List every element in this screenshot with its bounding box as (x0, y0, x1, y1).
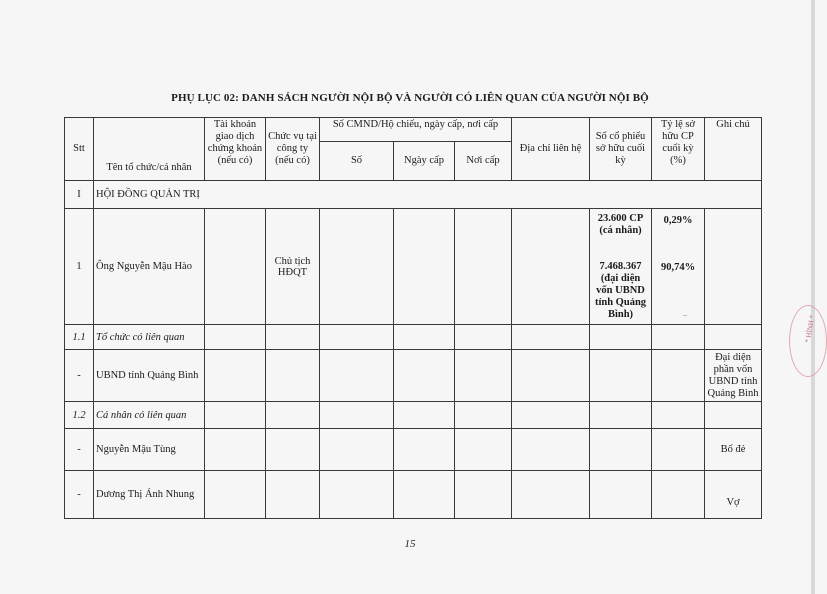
empty-cell (320, 350, 394, 402)
header-address: Địa chỉ liên hệ (512, 118, 590, 181)
empty-cell (652, 402, 705, 429)
header-note: Ghi chú (705, 118, 762, 181)
empty-cell (455, 350, 512, 402)
person-row (65, 429, 762, 471)
header-issue-place: Nơi cấp (455, 142, 512, 181)
empty-cell (205, 325, 266, 350)
header-stt: Stt (65, 118, 94, 181)
empty-cell (455, 471, 512, 519)
person-note: Vợ (705, 471, 762, 519)
subsection-label: Tổ chức có liên quan (94, 325, 205, 350)
person-stt: - (65, 471, 94, 519)
empty-cell (394, 471, 455, 519)
empty-cell (705, 402, 762, 429)
empty-cell (455, 325, 512, 350)
subsection-stt: 1.1 (65, 325, 94, 350)
page-edge-shadow (811, 0, 815, 594)
shares-personal: 23.600 CP (cá nhân) (597, 212, 644, 236)
empty-cell (512, 325, 590, 350)
empty-cell (266, 402, 320, 429)
empty-cell (266, 429, 320, 471)
member-issue-date (394, 209, 455, 325)
empty-cell (394, 350, 455, 402)
empty-cell (512, 471, 590, 519)
empty-cell (590, 429, 652, 471)
section-label: HỘI ĐỒNG QUẢN TRỊ (94, 181, 762, 209)
empty-cell (512, 402, 590, 429)
empty-cell (320, 471, 394, 519)
header-account: Tài khoản giao dịch chứng khoán (nếu có) (205, 118, 266, 181)
dash-mark: – (683, 310, 687, 319)
ratio-personal: 0,29% (663, 214, 693, 226)
empty-cell (205, 471, 266, 519)
header-id-group: Số CMND/Hộ chiếu, ngày cấp, nơi cấp (320, 118, 512, 142)
seal-stamp-text: * HÌNH * (803, 314, 817, 344)
empty-cell (652, 350, 705, 402)
subsection-label: Cá nhân có liên quan (94, 402, 205, 429)
page-title: PHỤ LỤC 02: DANH SÁCH NGƯỜI NỘI BỘ VÀ NGƯỜI CÓ LIÊN QUAN CỦA NGƯỜI NỘI BỘ (171, 92, 649, 104)
page-number: 15 (404, 538, 416, 550)
member-stt: 1 (65, 209, 94, 325)
empty-cell (590, 471, 652, 519)
shares-representative: 7.468.367 (đại diện vốn UBND tỉnh Quảng Bình) (594, 260, 647, 320)
header-position: Chức vụ tại công ty (nếu có) (266, 118, 320, 181)
empty-cell (394, 429, 455, 471)
member-note (705, 209, 762, 325)
member-ratio (652, 209, 705, 325)
empty-cell (394, 325, 455, 350)
empty-cell (455, 402, 512, 429)
member-shares (590, 209, 652, 325)
header-row-1 (65, 118, 762, 142)
empty-cell (320, 325, 394, 350)
empty-cell (705, 325, 762, 350)
empty-cell (652, 471, 705, 519)
header-ratio: Tỷ lệ sở hữu CP cuối kỳ (%) (652, 118, 705, 181)
subsection-stt: 1.2 (65, 402, 94, 429)
empty-cell (266, 350, 320, 402)
empty-cell (320, 429, 394, 471)
member-name: Ông Nguyễn Mậu Hào (94, 209, 205, 325)
member-row (65, 209, 762, 325)
section-stt: I (65, 181, 94, 209)
empty-cell (320, 402, 394, 429)
member-position: Chủ tịch HĐQT (266, 209, 320, 325)
org-note: Đại diện phần vốn UBND tỉnh Quảng Bình (705, 350, 762, 402)
member-issue-place (455, 209, 512, 325)
empty-cell (205, 429, 266, 471)
empty-cell (455, 429, 512, 471)
empty-cell (205, 350, 266, 402)
org-name: UBND tỉnh Quảng Bình (94, 350, 205, 402)
person-row (65, 471, 762, 519)
empty-cell (266, 471, 320, 519)
empty-cell (512, 350, 590, 402)
empty-cell (266, 325, 320, 350)
empty-cell (512, 429, 590, 471)
header-shares: Số cổ phiếu sở hữu cuối kỳ (590, 118, 652, 181)
empty-cell (652, 325, 705, 350)
org-row (65, 350, 762, 402)
header-issue-date: Ngày cấp (394, 142, 455, 181)
person-stt: - (65, 429, 94, 471)
empty-cell (652, 429, 705, 471)
subsection-row-persons (65, 402, 762, 429)
empty-cell (394, 402, 455, 429)
empty-cell (590, 402, 652, 429)
header-name: Tên tổ chức/cá nhân (94, 118, 205, 181)
insider-table (64, 117, 762, 519)
ratio-representative: 90,74% (660, 261, 696, 273)
member-id-number (320, 209, 394, 325)
member-account (205, 209, 266, 325)
person-name: Nguyễn Mậu Tùng (94, 429, 205, 471)
org-stt: - (65, 350, 94, 402)
subsection-row-orgs (65, 325, 762, 350)
empty-cell (205, 402, 266, 429)
person-name: Dương Thị Ánh Nhung (94, 471, 205, 519)
section-row-board (65, 181, 762, 209)
header-id-number: Số (320, 142, 394, 181)
member-address (512, 209, 590, 325)
person-note: Bố đẻ (705, 429, 762, 471)
empty-cell (590, 325, 652, 350)
empty-cell (590, 350, 652, 402)
